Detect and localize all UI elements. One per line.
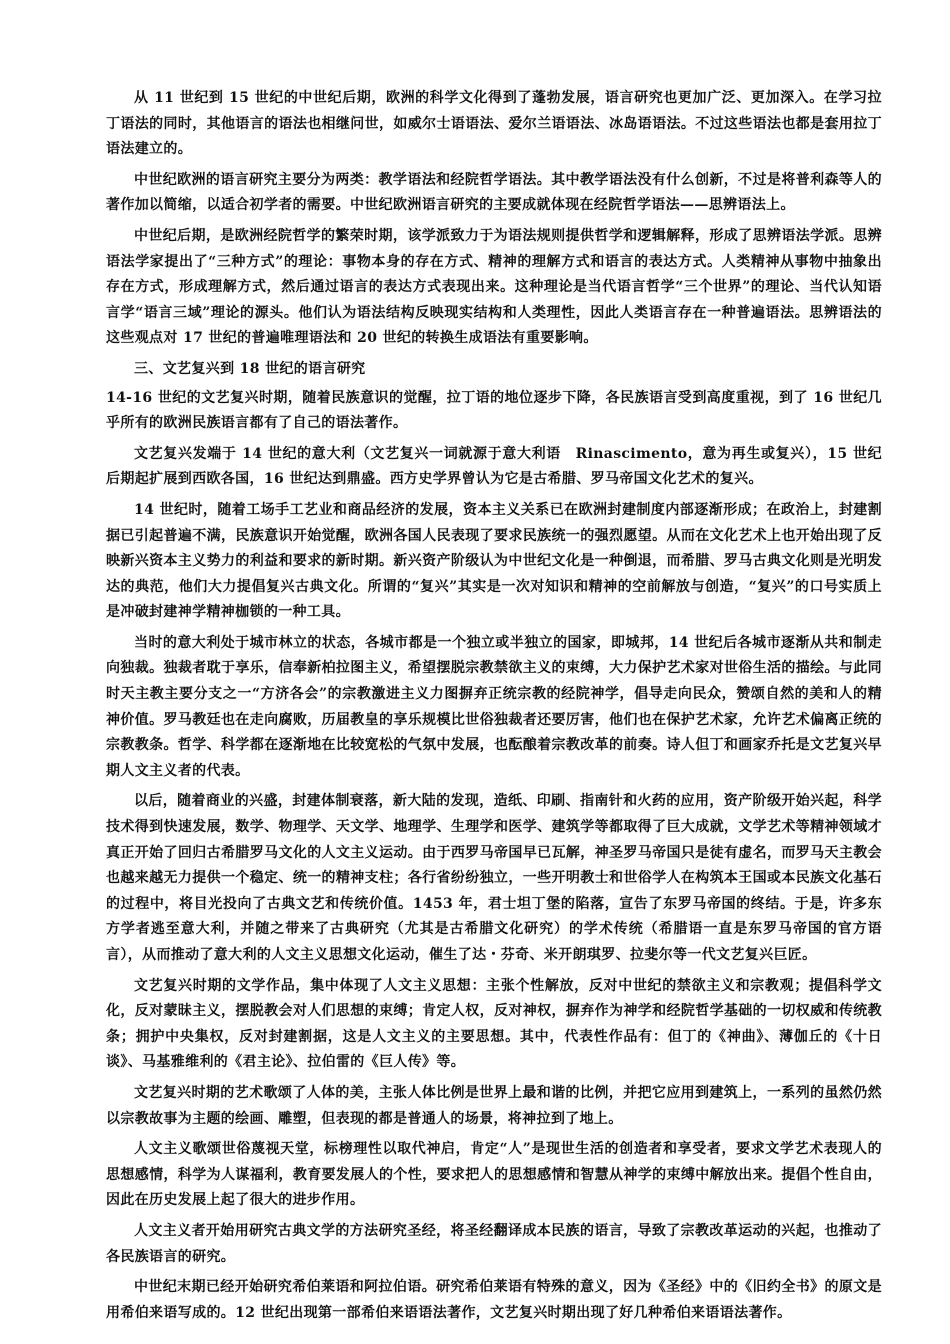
paragraph-medieval-late: 从 11 世纪到 15 世纪的中世纪后期，欧洲的科学文化得到了蓬勃发展，语言研究也更加广泛、更加深入。在学习拉丁语法的同时，其他语言的语法也相继问世，如威尔士语语法、爱尔兰语语法、冰岛语语法。不过这些语法也都是套用拉丁语法建立的。 — [106, 90, 882, 158]
paragraph-medieval-two-types: 中世纪欧洲的语言研究主要分为两类：教学语法和经院哲学语法。其中教学语法没有什么创新，不过是将普利森等人的著作加以简缩，以适合初学者的需要。中世纪欧洲语言研究的主要成就体现在经院哲学语法——思辨语法上。 — [106, 171, 882, 214]
paragraph-renaissance-origin: 文艺复兴发端于 14 世纪的意大利（文艺复兴一词就源于意大利语 Rinascimento，意为再生或复兴），15 世纪后期起扩展到西欧各国，16 世纪达到鼎盛。西方史学界曾认为它是古希腊、罗马帝国文化艺术的复兴。 — [106, 445, 882, 488]
paragraph-renaissance-art: 文艺复兴时期的艺术歌颂了人体的美，主张人体比例是世界上最和谐的比例，并把它应用到建筑上，一系列的虽然仍然以宗教故事为主题的绘画、雕塑，但表现的都是普通人的场景，将神拉到了地上。 — [106, 1084, 882, 1127]
paragraph-italian-city-states: 当时的意大利处于城市林立的状态，各城市都是一个独立或半独立的国家，即城邦，14 世纪后各城市逐渐从共和制走向独裁。独裁者耽于享乐，信奉新柏拉图主义，希望摆脱宗教禁欲主义的束缚，大力保护艺术家对世俗生活的描绘。与此同时天主教主要分支之一“方济各会”的宗教激进主义力图摒弃正统宗教的经院神学，倡导走向民众，赞颂自然的美和人的精神价值。罗马教廷也在走向腐败，历届教皇的享乐规模比世俗独裁者还要厉害，他们也在保护艺术家，允许艺术偏离正统的宗教教条。哲学、科学都在逐渐地在比较宽松的气氛中发展，也酝酿着宗教改革的前奏。诗人但丁和画家乔托是文艺复兴早期人文主义者的代表。 — [106, 634, 882, 779]
paragraph-hebrew-arabic: 中世纪末期已经开始研究希伯莱语和阿拉伯语。研究希伯莱语有特殊的意义，因为《圣经》中的《旧约全书》的原文是用希伯来语写成的。12 世纪出现第一部希伯来语语法著作，文艺复兴时期出现了好几种希伯来语语法著作。 — [106, 1279, 882, 1321]
paragraph-speculative-grammar: 中世纪后期，是欧洲经院哲学的繁荣时期，该学派致力于为语法规则提供哲学和逻辑解释，形成了思辨语法学派。思辨语法学家提出了“三种方式”的理论：事物本身的存在方式、精神的理解方式和语言的表达方式。人类精神从事物中抽象出存在方式，形成理解方式，然后通过语言的表达方式表现出来。这种理论是当代语言哲学“三个世界”的理论、当代认知语言学“语言三域”理论的源头。他们认为语法结构反映现实结构和人类理性，因此人类语言存在一种普遍语法。思辨语法的这些观点对 17 世纪的普遍唯理语法和 20 世纪的转换生成语法有重要影响。 — [106, 227, 882, 347]
section-heading-renaissance: 三、文艺复兴到 18 世纪的语言研究 — [134, 360, 366, 377]
paragraph-humanist-movement: 以后，随着商业的兴盛，封建体制衰落，新大陆的发现，造纸、印刷、指南针和火药的应用，资产阶级开始兴起，科学技术得到快速发展，数学、物理学、天文学、地理学、生理学和医学、建筑学等都取得了巨大成就，文学艺术等精神领域才真正开始了回归古希腊罗马文化的人文主义运动。由于西罗马帝国早已瓦解，神圣罗马帝国只是徒有虚名，而罗马天主教会也越来越无力提供一个稳定、统一的精神支柱；各行省纷纷独立，一些开明教士和世俗学人在构筑本王国或本民族文化基石的过程中，将目光投向了古典文艺和传统价值。1453 年，君士坦丁堡的陷落，宣告了东罗马帝国的终结。于是，许多东方学者逃至意大利，并随之带来了古典研究（尤其是古希腊文化研究）的学术传统（希腊语一直是东罗马帝国的官方语言），从而推动了意大利的人文主义思想文化运动，催生了达・芬奇、米开朗琪罗、拉斐尔等一代文艺复兴巨匠。 — [106, 793, 882, 963]
paragraph-renaissance-literature: 文艺复兴时期的文学作品，集中体现了人文主义思想：主张个性解放，反对中世纪的禁欲主义和宗教观；提倡科学文化，反对蒙昧主义，摆脱教会对人们思想的束缚；肯定人权，反对神权，摒弃作为神学和经院哲学基础的一切权威和传统教条；拥护中央集权，反对封建割据，这是人文主义的主要思想。其中，代表性作品有：但丁的《神曲》、薄伽丘的《十日谈》、马基雅维利的《君主论》、拉伯雷的《巨人传》等。 — [106, 977, 882, 1071]
paragraph-humanism: 人文主义歌颂世俗蔑视天堂，标榜理性以取代神启，肯定“人”是现世生活的创造者和享受者，要求文学艺术表现人的思想感情，科学为人谋福利，教育要发展人的个性，要求把人的思想感情和智慧从神学的束缚中解放出来。提倡个性自由，因此在历史发展上起了很大的进步作用。 — [106, 1141, 882, 1209]
paragraph-bible-study: 人文主义者开始用研究古典文学的方法研究圣经，将圣经翻译成本民族的语言，导致了宗教改革运动的兴起，也推动了各民族语言的研究。 — [106, 1222, 882, 1265]
paragraph-renaissance-national-languages: 14-16 世纪的文艺复兴时期，随着民族意识的觉醒，拉丁语的地位逐步下降，各民族语言受到高度重视，到了 16 世纪几乎所有的欧洲民族语言都有了自己的语法著作。 — [106, 389, 882, 432]
paragraph-fourteenth-century: 14 世纪时，随着工场手工艺业和商品经济的发展，资本主义关系已在欧洲封建制度内部逐渐形成；在政治上，封建割据已引起普遍不满，民族意识开始觉醒，欧洲各国人民表现了要求民族统一的强烈愿望。从而在文化艺术上也开始出现了反映新兴资本主义势力的利益和要求的新时期。新兴资产阶级认为中世纪文化是一种倒退，而希腊、罗马古典文化则是光明发达的典范，他们大力提倡复兴古典文化。所谓的“复兴”其实是一次对知识和精神的空前解放与创造，“复兴”的口号实质上是冲破封建神学精神枷锁的一种工具。 — [106, 501, 882, 621]
